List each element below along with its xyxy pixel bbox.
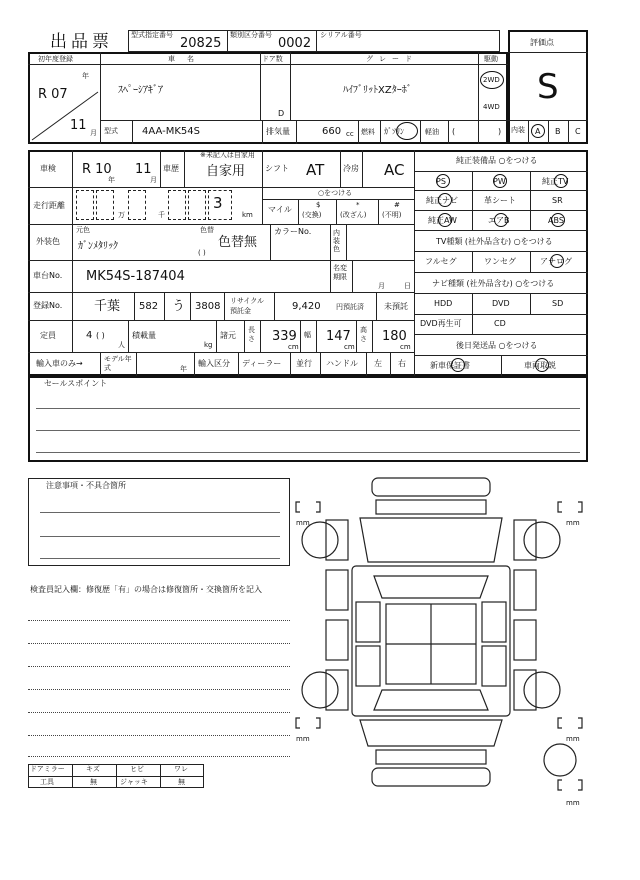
chassis-label: 車台No. (33, 271, 63, 280)
tv-oneseg: ワンセグ (484, 257, 516, 266)
interior-b: B (555, 127, 561, 136)
mm-front-left: mm (296, 519, 310, 527)
reg-class: 582 (139, 301, 159, 312)
model-type-value: 4AA-MK54S (142, 126, 200, 137)
mileage-tampered: (改ざん) (340, 211, 367, 219)
equip-abs: ABS (548, 216, 564, 225)
tools-header-scratch: キズ (86, 765, 100, 773)
mileage-circle-note: ○をつける (318, 189, 353, 197)
later-title: 後日発送品 ○をつける (456, 341, 538, 350)
grade-label: グレード (366, 55, 418, 63)
fuel-gasoline: ｶﾞｿﾘﾝ (384, 127, 404, 136)
car-name-value: ｽﾍﾟｰｼｱｷﾞｱ (118, 85, 163, 96)
import-class-label: 輸入区分 (198, 359, 230, 368)
inspection-label: 車検 (40, 164, 56, 173)
mileage-digit: 3 (213, 194, 223, 212)
recycle-label: リサイクル預託金 (230, 297, 265, 315)
model-year-label: モデル年式 (104, 355, 132, 372)
name-change-label: 名変期限 (333, 264, 347, 281)
tools-header-crack: ヒビ (130, 765, 144, 773)
mileage-label: 走行距離 (33, 201, 65, 210)
score-value: S (537, 67, 559, 107)
tools-jack-label: ジャッキ (120, 778, 148, 786)
dims-label: 諸元 (220, 331, 236, 340)
sales-point-label: セールスポイント (44, 379, 108, 388)
first-reg-label: 初年度登録 (38, 55, 73, 63)
later-warranty: 新車保証書 (430, 361, 470, 370)
navi-sd: SD (552, 299, 564, 308)
tools-tool-value: 無 (90, 778, 97, 786)
parallel-option: 並行 (296, 359, 312, 368)
reg-label: 登録No. (33, 301, 63, 310)
equip-ps: PS (436, 177, 446, 186)
sheet-title: 出品票 (50, 32, 113, 52)
shift-label: シフト (265, 164, 289, 173)
navi-cd: CD (494, 319, 506, 328)
handle-label: ハンドル (326, 359, 358, 368)
tools-header-break: ワレ (174, 765, 188, 773)
drive-2wd: 2WD (483, 76, 500, 84)
category-value: 0002 (278, 36, 312, 51)
equip-aw: 純正AW (428, 216, 457, 225)
tools-tool-label: 工具 (40, 778, 54, 786)
dealer-option: ディーラー (242, 359, 282, 368)
tools-jack-value: 無 (178, 778, 185, 786)
ac-value: AC (384, 161, 405, 179)
equip-pw: PW (493, 177, 506, 186)
equip-navi: 純正ナビ (426, 196, 458, 205)
tv-analog: アナログ (540, 257, 572, 266)
equip-tv: 純正TV (542, 177, 569, 186)
model-type-label: 型式 (104, 127, 118, 135)
interior-color-label: 内装色 (333, 229, 340, 253)
color-change-value: 色替無 (218, 235, 258, 250)
color-no-label: カラーNo. (274, 227, 312, 236)
reg-area: 千葉 (94, 299, 121, 314)
navi-dvd: DVD (492, 299, 510, 308)
equip-sr: SR (552, 196, 563, 205)
height-value: 180 (382, 329, 407, 344)
interior-a: A (535, 127, 541, 136)
notes-box (28, 478, 290, 566)
tools-header-mirror: ドアミラー (30, 765, 65, 773)
width-value: 147 (326, 329, 351, 344)
door-label: ドア数 (262, 55, 283, 63)
load-label: 積載量 (132, 331, 156, 340)
handle-right: 右 (398, 359, 406, 368)
model-cert-value: 20825 (180, 36, 222, 51)
mileage-mile: マイル (268, 205, 292, 214)
navi-title: ナビ種類 (社外品含む) ○をつける (432, 279, 555, 288)
length-value: 339 (272, 329, 297, 344)
category-label: 類別区分番号 (230, 31, 272, 39)
import-label: 輸入車のみ→ (36, 359, 83, 368)
recycle-value: 9,420 (292, 301, 321, 312)
tv-title: TV種類 (社外品含む) ○をつける (436, 237, 553, 246)
reg-number: 3808 (195, 301, 221, 312)
mm-rear-left: mm (296, 735, 310, 743)
first-reg-year: R 07 (38, 87, 68, 102)
capacity-label: 定員 (40, 331, 56, 340)
car-name-label: 車名 (168, 55, 206, 63)
color-label: 外装色 (36, 237, 60, 246)
handle-left: 左 (374, 359, 382, 368)
notes-label: 注意事項・不具合箇所 (46, 481, 126, 490)
interior-c: C (575, 127, 581, 136)
navi-hdd: HDD (434, 299, 453, 308)
mm-rear-right: mm (566, 735, 580, 743)
inspection-month: 11 (135, 162, 152, 177)
displacement-label: 排気量 (266, 127, 290, 136)
usage-note: ※未記入は自家用 (200, 151, 255, 159)
drive-2wd-circle (480, 71, 504, 89)
fuel-gasoline-circle (396, 122, 418, 140)
mileage-unknown: (不明) (382, 211, 402, 219)
fuel-diesel: 軽油 (425, 128, 439, 136)
door-value: D (278, 109, 285, 118)
mm-front-right: mm (566, 519, 580, 527)
mm-spare: mm (566, 799, 580, 807)
score-label: 評価点 (530, 38, 554, 47)
recycle-none: 未預託 (384, 302, 408, 311)
grade-value: ﾊｲﾌﾞﾘｯﾄXZﾀｰﾎﾞ (343, 85, 412, 96)
model-cert-label: 型式指定番号 (131, 31, 173, 39)
color-original-value: ｶﾞﾝﾒﾀﾘｯｸ (78, 241, 118, 252)
equipment-title: 純正装備品 ○をつける (456, 156, 538, 165)
inspector-label: 検査員記入欄：修復歴「有」の場合は修復箇所・交換箇所を記入 (30, 585, 262, 594)
fuel-label: 燃料 (361, 128, 375, 136)
later-manual: 車両取説 (524, 361, 556, 370)
length-label: 長さ (248, 326, 255, 343)
tv-fullseg: フルセグ (425, 257, 457, 266)
equip-airbag: エアB (488, 216, 510, 225)
displacement-value: 660 (322, 126, 342, 137)
usage-value: 自家用 (206, 164, 246, 179)
ac-label: 冷房 (343, 164, 359, 173)
capacity-value: 4 (86, 330, 93, 341)
interior-label: 内装 (511, 126, 525, 134)
first-reg-month: 11 (70, 118, 87, 133)
chassis-value: MK54S-187404 (86, 269, 185, 284)
reg-kana: う (172, 299, 186, 314)
usage-label: 車歴 (163, 164, 179, 173)
mileage-exchange: (交換) (302, 211, 322, 219)
equip-leather: 革シート (484, 196, 516, 205)
serial-label: シリアル番号 (320, 31, 362, 39)
interior-a-circle (531, 124, 545, 138)
shift-value: AT (306, 161, 325, 179)
navi-dvd-play: DVD再生可 (420, 319, 462, 328)
drive-label: 駆動 (484, 55, 498, 63)
drive-4wd: 4WD (483, 103, 500, 111)
height-label: 高さ (360, 326, 367, 343)
auction-sheet-page: 出品票 型式指定番号 20825 類別区分番号 0002 シリアル番号 評価点 S 初年度登録 年 R 07 11 月 車名 ｽﾍﾟｰｼｱｷﾞｱ ドア数 D グレード ﾊｲﾌﾞﾘｯﾄXZﾀｰﾎﾞ 駆動 2WD 4WD 型式 4AA-MK54S 排気量 660 cc 燃料 ｶﾞｿﾘﾝ 軽油 ( ) 内装 A B C 車検 R 10 年 11 月 車歴 ※未記入は自家用 自家用 シフト AT 冷房 AC 走行距離 万 千 3 km ○をつける マイル $ (交換) * (改ざん) # (不明) 外装色 元色 ｶﾞﾝﾒﾀﾘｯｸ 色替 色替無 ( ) カラーNo. 内装色 車台No. MK54S-187404 名変期限 月 日 登録No. 千葉 582 う 3808 リサイクル預託金 9,420 円預託済 未預託 定員 4 ( ) 人 積載量 kg 諸元 長さ 339 cm 幅 147 cm 高さ 180 cm 輸入車のみ→ モデル年式 年 輸入区分 ディーラー 並行 ハンドル 左 右 純正装備品 ○をつける PS PW 純正TV 純正ナビ 革シート SR 純正AW エアB ABS TV種類 (社外品含む) ○をつける フルセグ ワンセグ アナログ ナビ種類 (社外品含む) ○をつける HDD DVD SD DVD再生可 CD 後日発送品 ○をつける 新車保証書 車両取説 セールスポイント 注意事項・不具合箇所 検査員記入欄：修復歴「有」の場合は修復箇所・交換箇所を記入 ドアミラー キズ ヒビ ワレ 工具 無 ジャッキ 無 mm mm mm mm mm (0, 0, 640, 880)
width-label: 幅 (304, 331, 311, 339)
car-diagram (290, 470, 590, 810)
sales-point-box (28, 376, 588, 462)
inspection-year: R 10 (82, 162, 112, 177)
